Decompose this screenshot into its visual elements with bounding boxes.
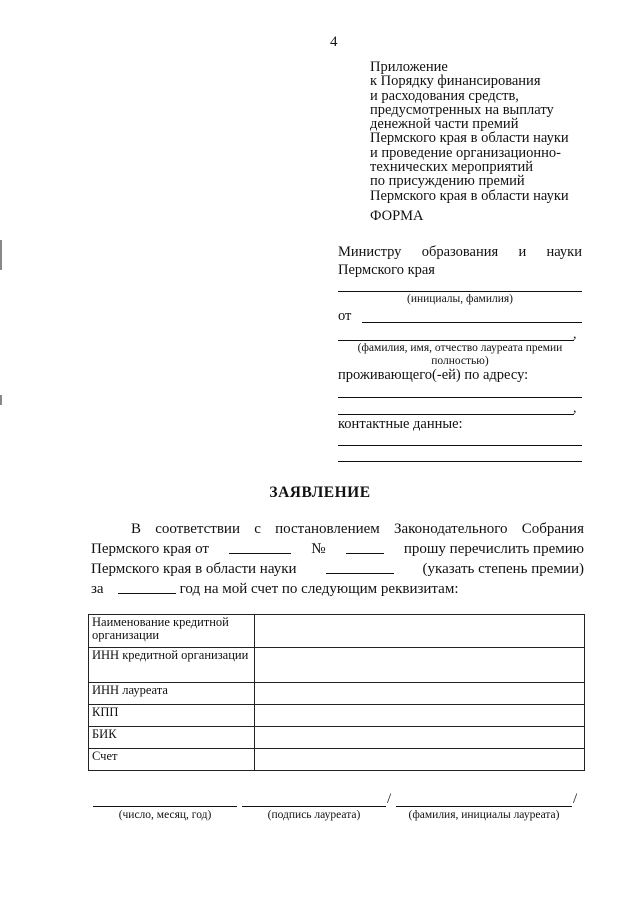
- body-word: Собрания: [521, 521, 584, 537]
- initials-fill-line[interactable]: [338, 291, 582, 292]
- appendix-line: к Порядку финансирования: [370, 73, 541, 90]
- degree-blank[interactable]: [326, 559, 394, 574]
- requisite-value[interactable]: [255, 749, 585, 771]
- number-blank[interactable]: [346, 539, 384, 554]
- body-word: В: [131, 521, 142, 537]
- requisite-label: ИНН лауреата: [89, 683, 255, 705]
- appendix-line: денежной части премий: [370, 116, 519, 133]
- table-row: [89, 705, 585, 727]
- slash: /: [573, 791, 578, 807]
- date-blank[interactable]: [229, 539, 291, 554]
- year-blank[interactable]: [118, 579, 176, 594]
- body-text: (указать степень премии): [422, 561, 584, 577]
- requisite-label: БИК: [89, 727, 255, 749]
- addressee-word: и: [518, 244, 527, 260]
- table-row: [89, 727, 585, 749]
- scan-edge-mark: [0, 240, 2, 270]
- address-fill-line-2[interactable]: [338, 414, 574, 415]
- table-row: [89, 683, 585, 705]
- name-signature-line[interactable]: [396, 806, 572, 807]
- comma: ,: [573, 327, 577, 342]
- appendix-line: и проведение организационно-: [370, 144, 561, 161]
- addressee-word: Министру: [338, 244, 402, 260]
- contact-fill-line-1[interactable]: [338, 445, 582, 446]
- page-number: 4: [330, 34, 338, 50]
- body-text: №: [311, 541, 326, 557]
- appendix-line: предусмотренных на выплату: [370, 101, 554, 118]
- addressee-line-2: Пермского края: [338, 262, 435, 278]
- requisite-value[interactable]: [255, 705, 585, 727]
- body-row-2: [91, 539, 584, 559]
- requisite-label: Наименование кредитной организации: [89, 615, 255, 648]
- table-row: [89, 749, 585, 771]
- table-row: [89, 648, 585, 683]
- body-word: постановлением: [275, 521, 380, 537]
- body-text: год на мой счет по следующим реквизитам:: [179, 581, 459, 597]
- fio-hint: (фамилия, имя, отчество лауреата премии полностью): [357, 342, 563, 367]
- requisite-label: КПП: [89, 705, 255, 727]
- residing-label: проживающего(-ей) по адресу:: [338, 367, 529, 383]
- body-text: за: [91, 581, 104, 597]
- appendix-line: и расходования средств,: [370, 87, 519, 104]
- from-fill-line[interactable]: [362, 322, 582, 323]
- requisite-label: Счет: [89, 749, 255, 771]
- scan-edge-mark: [0, 395, 2, 405]
- form-label: ФОРМА: [370, 208, 424, 224]
- appendix-header: [370, 60, 569, 203]
- appendix-line: Пермского края в области науки: [370, 187, 569, 204]
- table-row: [89, 615, 585, 648]
- application-body: [91, 519, 584, 599]
- from-label: от: [338, 308, 352, 324]
- contact-label: контактные данные:: [338, 416, 463, 432]
- body-text: Пермского края в области науки: [91, 561, 297, 577]
- appendix-line: по присуждению премий: [370, 173, 525, 190]
- address-fill-line-1[interactable]: [338, 397, 582, 398]
- addressee-word: образования: [421, 244, 499, 260]
- requisite-value[interactable]: [255, 648, 585, 683]
- body-text: прошу перечислить премию: [403, 541, 584, 557]
- fio-fill-line[interactable]: [338, 340, 574, 341]
- requisite-label: ИНН кредитной организации: [89, 648, 255, 683]
- appendix-line: Приложение: [370, 59, 448, 75]
- body-row-3: [91, 559, 584, 579]
- body-word: соответствии: [155, 521, 240, 537]
- addressee-word: науки: [546, 244, 582, 260]
- date-hint: (число, месяц, год): [118, 809, 212, 821]
- body-row-4: [91, 579, 584, 599]
- comma: ,: [573, 401, 577, 416]
- initials-hint: (инициалы, фамилия): [406, 293, 514, 305]
- appendix-line: технических мероприятий: [370, 159, 533, 176]
- document-title: ЗАЯВЛЕНИЕ: [269, 484, 371, 501]
- requisite-value[interactable]: [255, 683, 585, 705]
- body-word: с: [254, 521, 261, 537]
- requisite-value[interactable]: [255, 615, 585, 648]
- addressee-line-1: [338, 244, 582, 261]
- body-word: Законодательного: [393, 521, 508, 537]
- body-text: Пермского края от: [91, 541, 209, 557]
- requisites-table: [88, 614, 585, 771]
- signature-line[interactable]: [242, 806, 386, 807]
- body-row-1: [91, 519, 584, 539]
- date-signature-line[interactable]: [93, 806, 237, 807]
- slash: /: [387, 791, 392, 807]
- contact-fill-line-2[interactable]: [338, 461, 582, 462]
- requisite-value[interactable]: [255, 727, 585, 749]
- name-hint: (фамилия, инициалы лауреата): [408, 809, 560, 821]
- appendix-line: Пермского края в области науки: [370, 130, 569, 147]
- signature-hint: (подпись лауреата): [267, 809, 361, 821]
